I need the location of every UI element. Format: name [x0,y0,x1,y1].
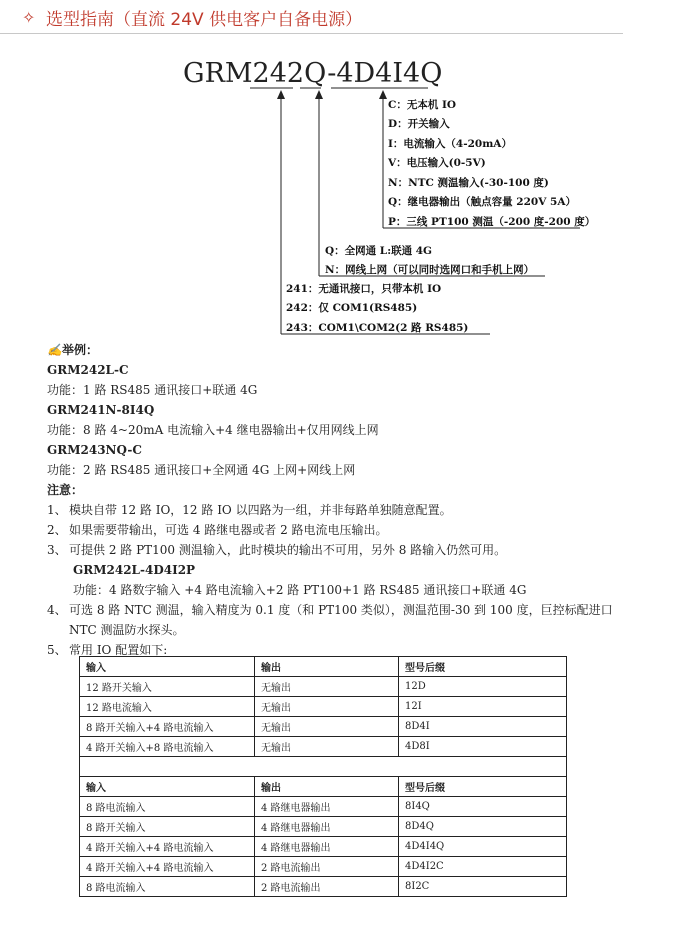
table-row: 8 路开关输入 4 路继电器输出 8D4Q [80,817,567,837]
note-item: 1、 模块自带 12 路 IO，12 路 IO 以四路为一组，并非每路单独随意配置。 [47,503,452,517]
note-example-desc: 功能：4 路数字输入 +4 路电流输入+2 路 PT100+1 路 RS485 通讯接口+联通 4G [73,583,527,597]
table-row: 8 路电流输入 4 路继电器输出 8I4Q [80,797,567,817]
table-row: 4 路开关输入+8 路电流输入 无输出 4D8I [80,737,567,757]
section-title: 选型指南（直流 24V 供电客户自备电源） [46,10,363,30]
pen-icon: ✍ [47,343,62,357]
option-io-i: I：电流输入（4-20mA） [388,138,512,150]
examples-and-notes [47,340,647,660]
option-io-p: P：三线 PT100 测温（-200 度-200 度） [388,216,596,228]
note-item: 3、 可提供 2 路 PT100 测温输入，此时模块的输出不可用，另外 8 路输入仍然可用。 [47,543,507,557]
option-io-d: D：开关输入 [388,118,450,130]
option-net-n: N：网线上网（可以同时选网口和手机上网） [325,264,535,276]
model-part-net: Q [304,58,328,89]
option-io-n: N：NTC 测温输入(-30-100 度) [388,177,549,189]
note-item-continued: NTC 测温防水探头。 [69,623,185,637]
example-model: GRM242L-C [47,363,129,377]
option-com-241: 241：无通讯接口，只带本机 IO [286,283,442,295]
note-example-model: GRM242L-4D4I2P [73,563,196,577]
table-row: 4 路开关输入+4 路电流输入 4 路继电器输出 4D4I4Q [80,837,567,857]
option-io-q: Q：继电器输出（触点容量 220V 5A） [388,196,576,208]
model-part-com: 242 [252,58,305,89]
model-part-io: 4D4I4Q [336,58,443,89]
table-row: 8 路开关输入+4 路电流输入 无输出 8D4I [80,717,567,737]
note-item: 2、 如果需要带输出，可选 4 路继电器或者 2 路电流电压输出。 [47,523,388,537]
table-spacer-row [80,757,567,777]
note-item: 5、 常用 IO 配置如下: [47,643,168,657]
model-dash: - [327,58,337,89]
table-row: 12 路开关输入 无输出 12D [80,677,567,697]
option-net-q: Q：全网通 L:联通 4G [325,245,432,257]
example-desc: 功能：8 路 4~20mA 电流输入+4 继电器输出+仅用网线上网 [47,423,379,437]
example-desc: 功能：1 路 RS485 通讯接口+联通 4G [47,383,258,397]
examples-heading: ✍举例： [47,343,98,357]
notes-heading: 注意： [47,483,84,497]
table-row: 12 路电流输入 无输出 12I [80,697,567,717]
option-io-v: V：电压输入(0-5V) [388,157,486,169]
example-model: GRM241N-8I4Q [47,403,155,417]
table-header-row: 输入 输出 型号后缀 [80,777,567,797]
io-config-table [79,656,567,897]
diamond-icon: ✧ [22,8,36,27]
table-row: 8 路电流输入 2 路电流输出 8I2C [80,877,567,897]
option-com-243: 243：COM1\COM2(2 路 RS485) [286,322,469,334]
table-row: 4 路开关输入+4 路电流输入 2 路电流输出 4D4I2C [80,857,567,877]
model-prefix: GRM [183,58,253,89]
example-desc: 功能：2 路 RS485 通讯接口+全网通 4G 上网+网线上网 [47,463,356,477]
note-item: 4、 可选 8 路 NTC 测温，输入精度为 0.1 度（和 PT100 类似），测温范围-30 到 100 度，巨控标配进口 [47,603,613,617]
example-model: GRM243NQ-C [47,443,142,457]
table-header-row: 输入 输出 型号后缀 [80,657,567,677]
option-com-242: 242：仅 COM1(RS485) [286,302,418,314]
option-io-c: C：无本机 IO [388,99,457,111]
